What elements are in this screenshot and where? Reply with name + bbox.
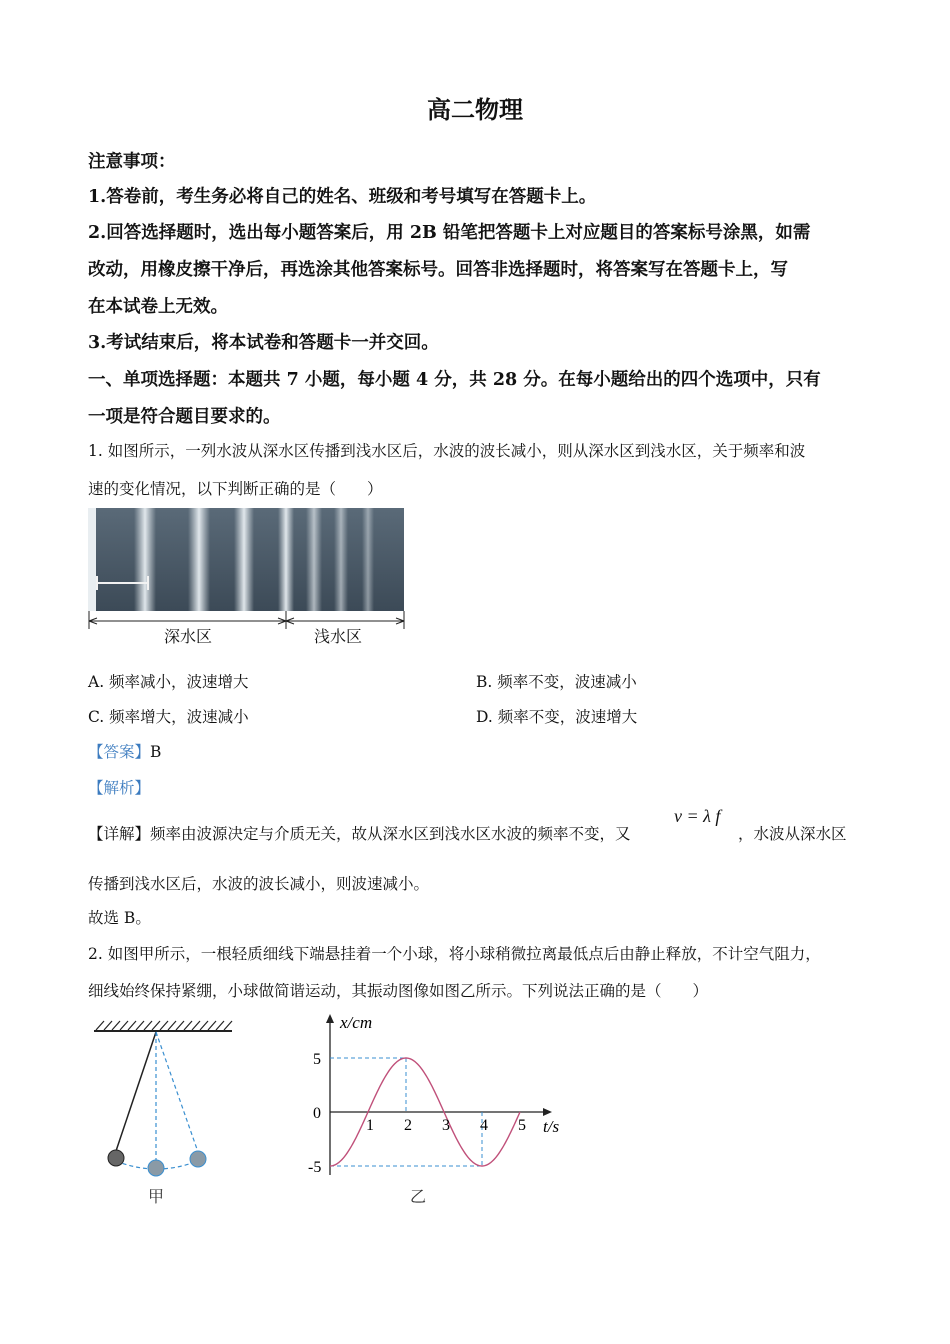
section-heading-line-2: 一项是符合题目要求的。	[88, 407, 281, 427]
tank-edge	[88, 508, 96, 611]
wave-crest	[278, 508, 294, 611]
q1-option-a: A. 频率减小，波速增大	[88, 673, 249, 691]
notice-heading: 注意事项：	[88, 152, 176, 172]
notice-item-2-line-1: 2.回答选择题时，选出每小题答案后，用 2B 铅笔把答题卡上对应题目的答案标号涂黑，如需	[88, 223, 811, 243]
deep-water-label: 深水区	[164, 627, 213, 646]
q1-answer-row	[88, 740, 161, 762]
vibration-chart	[300, 1010, 570, 1180]
q2-stem-line-2: 细线始终保持紧绷，小球做简谐运动，其振动图像如图乙所示。下列说法正确的是（ ）	[88, 982, 709, 1000]
q1-detail-line-1b: ，水波从深水区	[738, 825, 847, 843]
wave-crest	[362, 508, 374, 611]
q1-detail-line-2: 传播到浅水区后，水波的波长减小，则波速减小。	[88, 875, 430, 893]
shallow-water-label: 浅水区	[314, 627, 363, 646]
notice-item-2-line-2: 改动，用橡皮擦干净后，再选涂其他答案标号。回答非选择题时，将答案写在答题卡上，写	[88, 260, 788, 280]
y-axis-arrow	[326, 1014, 334, 1023]
notice-item-1: 1.答卷前，考生务必将自己的姓名、班级和考号填写在答题卡上。	[88, 187, 597, 207]
figure-jia-label: 甲	[148, 1187, 165, 1206]
ball-left	[108, 1150, 124, 1166]
x-tick-label: 3	[442, 1117, 450, 1134]
x-tick-label: 4	[480, 1117, 488, 1134]
y-tick-label: 0	[313, 1105, 321, 1122]
x-tick-label: 5	[518, 1117, 526, 1134]
answer-tag: 【答案】	[88, 743, 151, 761]
wave-crest	[334, 508, 348, 611]
q1-detail-line-1a: 【详解】频率由波源决定与介质无关，故从深水区到浅水区水波的频率不变，又	[88, 825, 631, 843]
notice-item-2-line-3: 在本试卷上无效。	[88, 297, 228, 317]
y-tick-label: 5	[313, 1051, 321, 1068]
q1-option-b: B. 频率不变，波速减小	[476, 673, 637, 691]
analysis-tag: 【解析】	[88, 779, 151, 797]
q1-option-c: C. 频率增大，波速减小	[88, 708, 249, 726]
q1-stem-line-1: 1. 如图所示，一列水波从深水区传播到浅水区后，水波的波长减小，则从深水区到浅水区，关于频率和波	[88, 442, 806, 460]
ball-right	[190, 1151, 206, 1167]
section-heading-line-1: 一、单项选择题：本题共 7 小题，每小题 4 分，共 28 分。在每小题给出的四个选项中，只有	[88, 370, 821, 390]
q1-conclusion: 故选 B。	[88, 909, 151, 927]
answer-value: B	[150, 743, 162, 761]
y-axis-label: x/cm	[340, 1013, 373, 1032]
displaced-string	[156, 1032, 198, 1152]
notice-item-3: 3.考试结束后，将本试卷和答题卡一并交回。	[88, 333, 439, 353]
wave-crest	[188, 508, 210, 611]
y-tick-label: -5	[308, 1159, 322, 1176]
x-axis-label: t/s	[543, 1117, 560, 1136]
pendulum-figure	[86, 1015, 246, 1205]
ceiling-hatching	[96, 1021, 232, 1030]
wave-crest	[134, 508, 156, 611]
wave-crest	[234, 508, 254, 611]
q1-stem-line-2: 速的变化情况，以下判断正确的是（ ）	[88, 480, 383, 498]
x-tick-label: 2	[404, 1117, 412, 1134]
wave-speed-formula: v = λ f	[674, 806, 721, 826]
pendulum-string	[116, 1032, 156, 1151]
ball-center	[148, 1160, 164, 1176]
x-axis-arrow	[543, 1108, 552, 1116]
q1-option-d: D. 频率不变，波速增大	[476, 708, 638, 726]
wave-crest	[306, 508, 322, 611]
x-tick-label: 1	[366, 1117, 374, 1134]
figure-yi-label: 乙	[410, 1187, 427, 1206]
page-title: 高二物理	[427, 95, 523, 124]
q2-stem-line-1: 2. 如图甲所示，一根轻质细线下端悬挂着一个小球，将小球稍微拉离最低点后由静止释放，不计空气阻力，	[88, 945, 821, 963]
